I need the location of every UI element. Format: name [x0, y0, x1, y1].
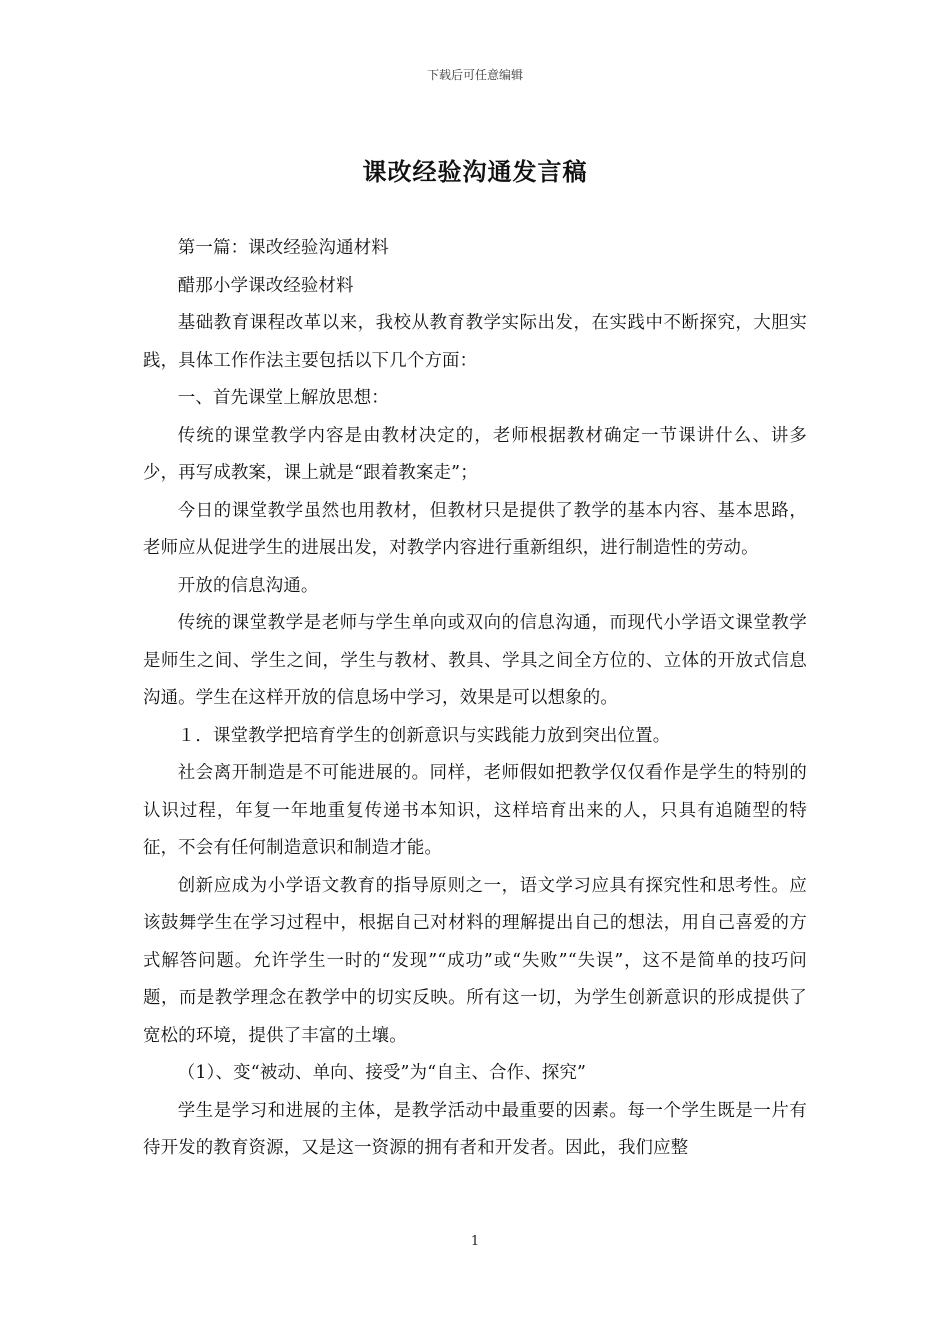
paragraph: （1）、变“被动、单向、接受”为“自主、合作、探究”	[177, 1063, 587, 1083]
paragraph: 基础教育课程改革以来，我校从教育教学实际出发，在实践中不断探究，大胆实践，具体工作作法主要包括以下几个方面：	[143, 313, 807, 371]
page-header: 下载后可任意编辑	[426, 68, 523, 82]
document-title: 课改经验沟通发言稿	[362, 157, 588, 186]
paragraph: 传统的课堂教学是老师与学生单向或双向的信息沟通，而现代小学语文课堂教学是师生之间、学生之间，学生与教材、教具、学具之间全方位的、立体的开放式信息沟通。学生在这样开放的信息场中学习，效果是可以想象的。	[143, 613, 807, 708]
paragraph: 传统的课堂教学内容是由教材决定的，老师根据教材确定一节课讲什么、讲多少，再写成教案，课上就是“跟着教案走”；	[143, 425, 807, 483]
paragraph: 社会离开制造是不可能进展的。同样，老师假如把教学仅仅看作是学生的特别的认识过程，年复一年地重复传递书本知识，这样培育出来的人，只具有追随型的特征，不会有任何制造意识和制造才能。	[143, 763, 807, 858]
paragraph: 第一篇：课改经验沟通材料	[177, 238, 389, 258]
document-body	[143, 230, 807, 1168]
paragraph: 醋那小学课改经验材料	[177, 275, 354, 296]
paragraph: 学生是学习和进展的主体，是教学活动中最重要的因素。每一个学生既是一片有待开发的教育资源，又是这一资源的拥有者和开发者。因此，我们应整	[143, 1100, 807, 1158]
paragraph: 开放的信息沟通。	[177, 575, 319, 596]
paragraph: 创新应成为小学语文教育的指导原则之一，语文学习应具有探究性和思考性。应该鼓舞学生在学习过程中，根据自己对材料的理解提出自己的想法，用自己喜爱的方式解答问题。允许学生一时的“发现”“成功”或“失败”“失误”，这不是简单的技巧问题，而是教学理念在教学中的切实反映。所有这一切，为学生创新意识的形成提供了宽松的环境，提供了丰富的土壤。	[143, 875, 807, 1046]
paragraph: １．课堂教学把培育学生的创新意识与实践能力放到突出位置。	[177, 725, 671, 746]
page-number: 1	[470, 1234, 480, 1249]
paragraph: 今日的课堂教学虽然也用教材，但教材只是提供了教学的基本内容、基本思路，老师应从促进学生的进展出发，对教学内容进行重新组织，进行制造性的劳动。	[143, 500, 807, 558]
paragraph: 一、首先课堂上解放思想：	[177, 388, 389, 408]
